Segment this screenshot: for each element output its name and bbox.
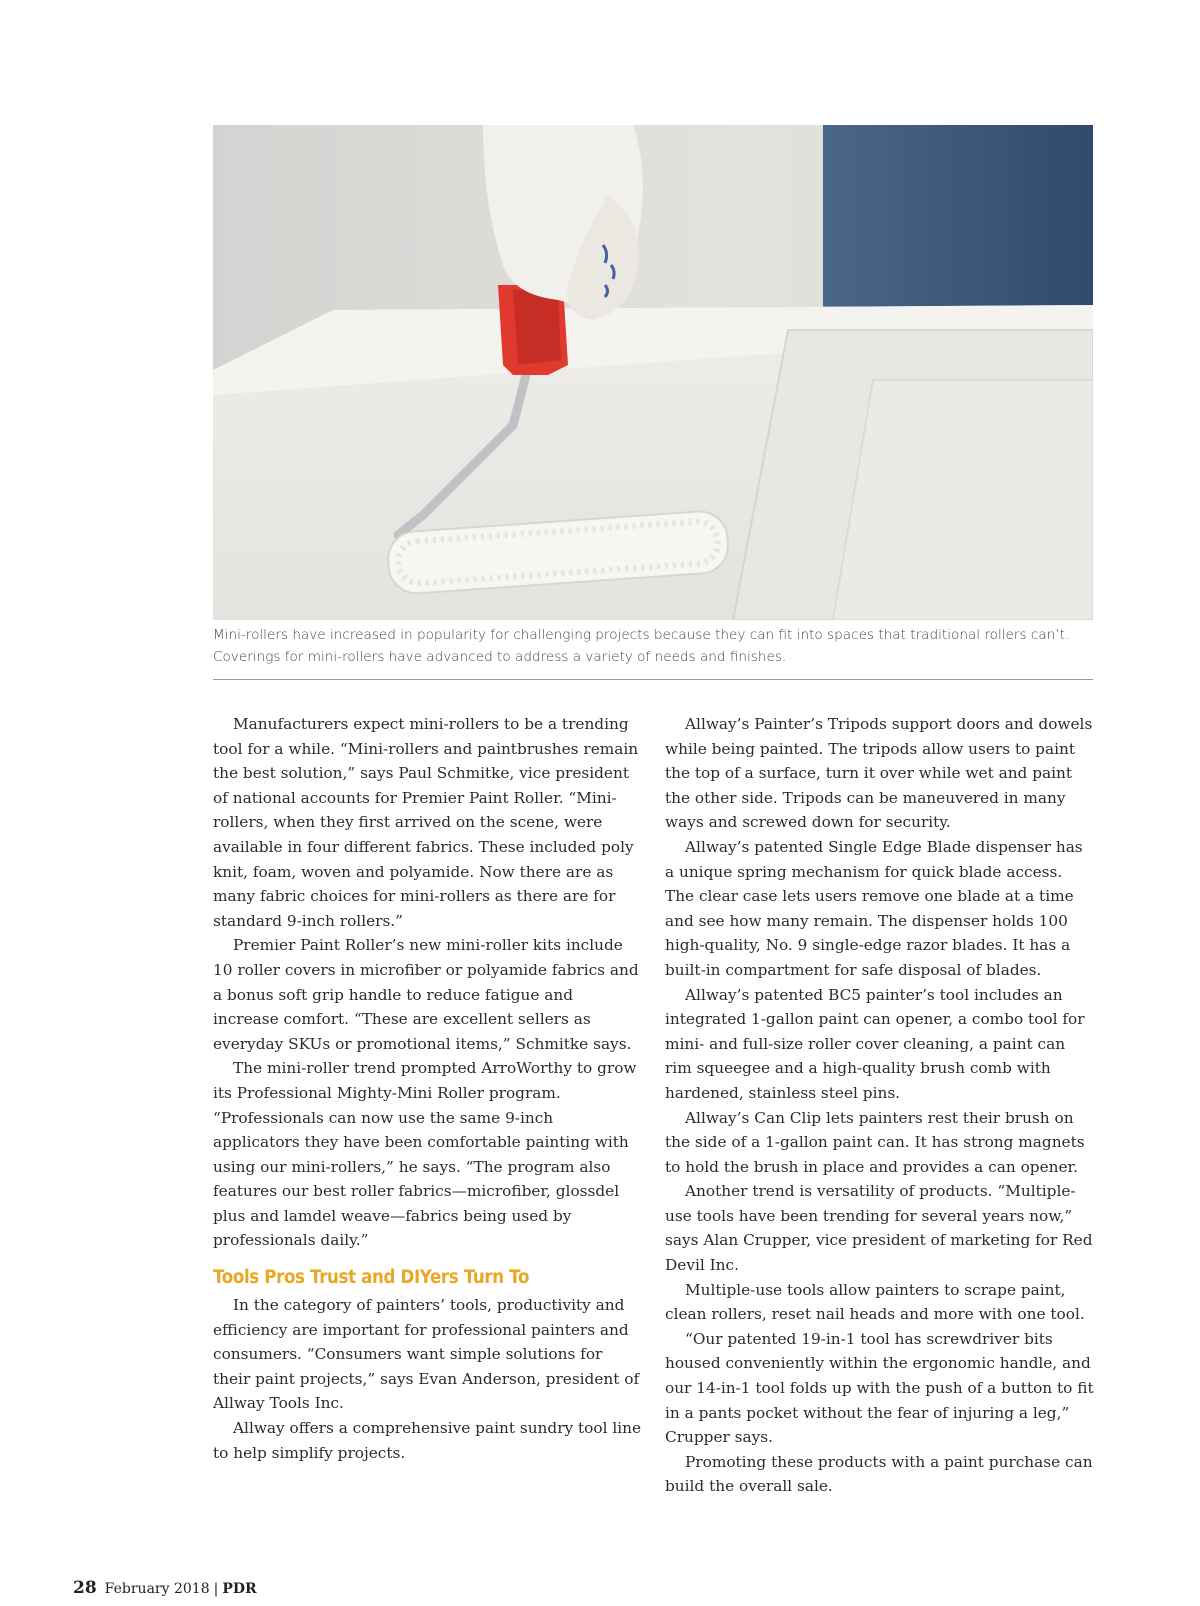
article-photo [213,125,1093,620]
body-paragraph: Manufacturers expect mini-rollers to be a trending tool for a while. “Mini-rollers and paintbrushes remain the best solution,” says Paul Schmitke, vice president of national accounts for Premier Paint Roller. “Mini-rollers, when they first arrived on the scene, were available in four different fabrics. These included poly knit, foam, woven and polyamide. Now there are as many fabric choices for mini-rollers as there are for standard 9-inch rollers.” [213,715,639,930]
page-footer [73,1578,257,1598]
body-paragraph: Another trend is versatility of products. “Multiple-use tools have been trending for several years now,” says Alan Crupper, vice president of marketing for Red Devil Inc. [665,1182,1093,1275]
body-paragraph: Allway’s Can Clip lets painters rest their brush on the side of a 1-gallon paint can. It has strong magnets to hold the brush in place and provides a can opener. [665,1108,1085,1176]
body-paragraph: Allway’s patented Single Edge Blade dispenser has a unique spring mechanism for quick blade access. The clear case lets users remove one blade at a time and see how many remain. The dispenser holds 100 high-quality, No. 9 single-edge razor blades. It has a built-in compartment for safe disposal of blades. [665,837,1083,979]
body-paragraph: Promoting these products with a paint purchase can build the overall sale. [665,1452,1093,1496]
footer-separator: | [213,1581,219,1597]
body-paragraph: In the category of painters’ tools, productivity and efficiency are important for professional painters and consumers. “Consumers want simple solutions for their paint projects,” says Evan Anderson, president of Allway Tools Inc. [213,1296,640,1413]
section-heading: Tools Pros Trust and DIYers Turn To [213,1267,530,1289]
body-paragraph: Allway’s patented BC5 painter’s tool includes an integrated 1-gallon paint can opener, a combo tool for mini- and full-size roller cover cleaning, a paint can rim squeegee and a high-quality brush comb with hardened, stainless steel pins. [665,985,1085,1102]
left-column [213,712,643,1465]
body-paragraph: “Our patented 19-in-1 tool has screwdriver bits housed conveniently within the ergonomic handle, and our 14-in-1 tool folds up with the push of a button to fit in a pants pocket without the fear of injuring a leg,” Crupper says. [665,1329,1094,1447]
body-paragraph: The mini-roller trend prompted ArroWorthy to grow its Professional Mighty-Mini Roller program. “Professionals can now use the same 9-inch applicators they have been comfortable painting with using our mini-rollers,” he says. “The program also features our best roller fabrics—microfiber, glossdel plus and lamdel weave—fabrics being used by professionals daily.” [213,1059,637,1250]
page-number: 28 [73,1578,97,1598]
body-paragraph: Premier Paint Roller’s new mini-roller kits include 10 roller covers in microfiber or polyamide fabrics and a bonus soft grip handle to reduce fatigue and increase comfort. “These are excellent sellers as everyday SKUs or promotional items,” Schmitke says. [213,936,639,1053]
body-paragraph: Allway offers a comprehensive paint sundry tool line to help simplify projects. [213,1419,642,1462]
photo-caption: Mini-rollers have increased in popularity for challenging projects because they can fit into spaces that traditional rollers can’t. Coverings for mini-rollers have advanced to address a variety of needs and finishes. [213,627,1070,665]
right-column [665,712,1095,1499]
photo-illustration [213,125,1093,620]
publication-name: PDR [222,1581,257,1597]
body-paragraph: Allway’s Painter’s Tripods support doors and dowels while being painted. The tripods allow users to paint the top of a surface, turn it over while wet and paint the other side. Tripods can be maneuvered in many ways and screwed down for security. [665,715,1093,832]
caption-divider [213,679,1093,680]
issue-date: February 2018 [104,1581,210,1597]
body-paragraph: Multiple-use tools allow painters to scrape paint, clean rollers, reset nail heads and more with one tool. [665,1280,1085,1324]
